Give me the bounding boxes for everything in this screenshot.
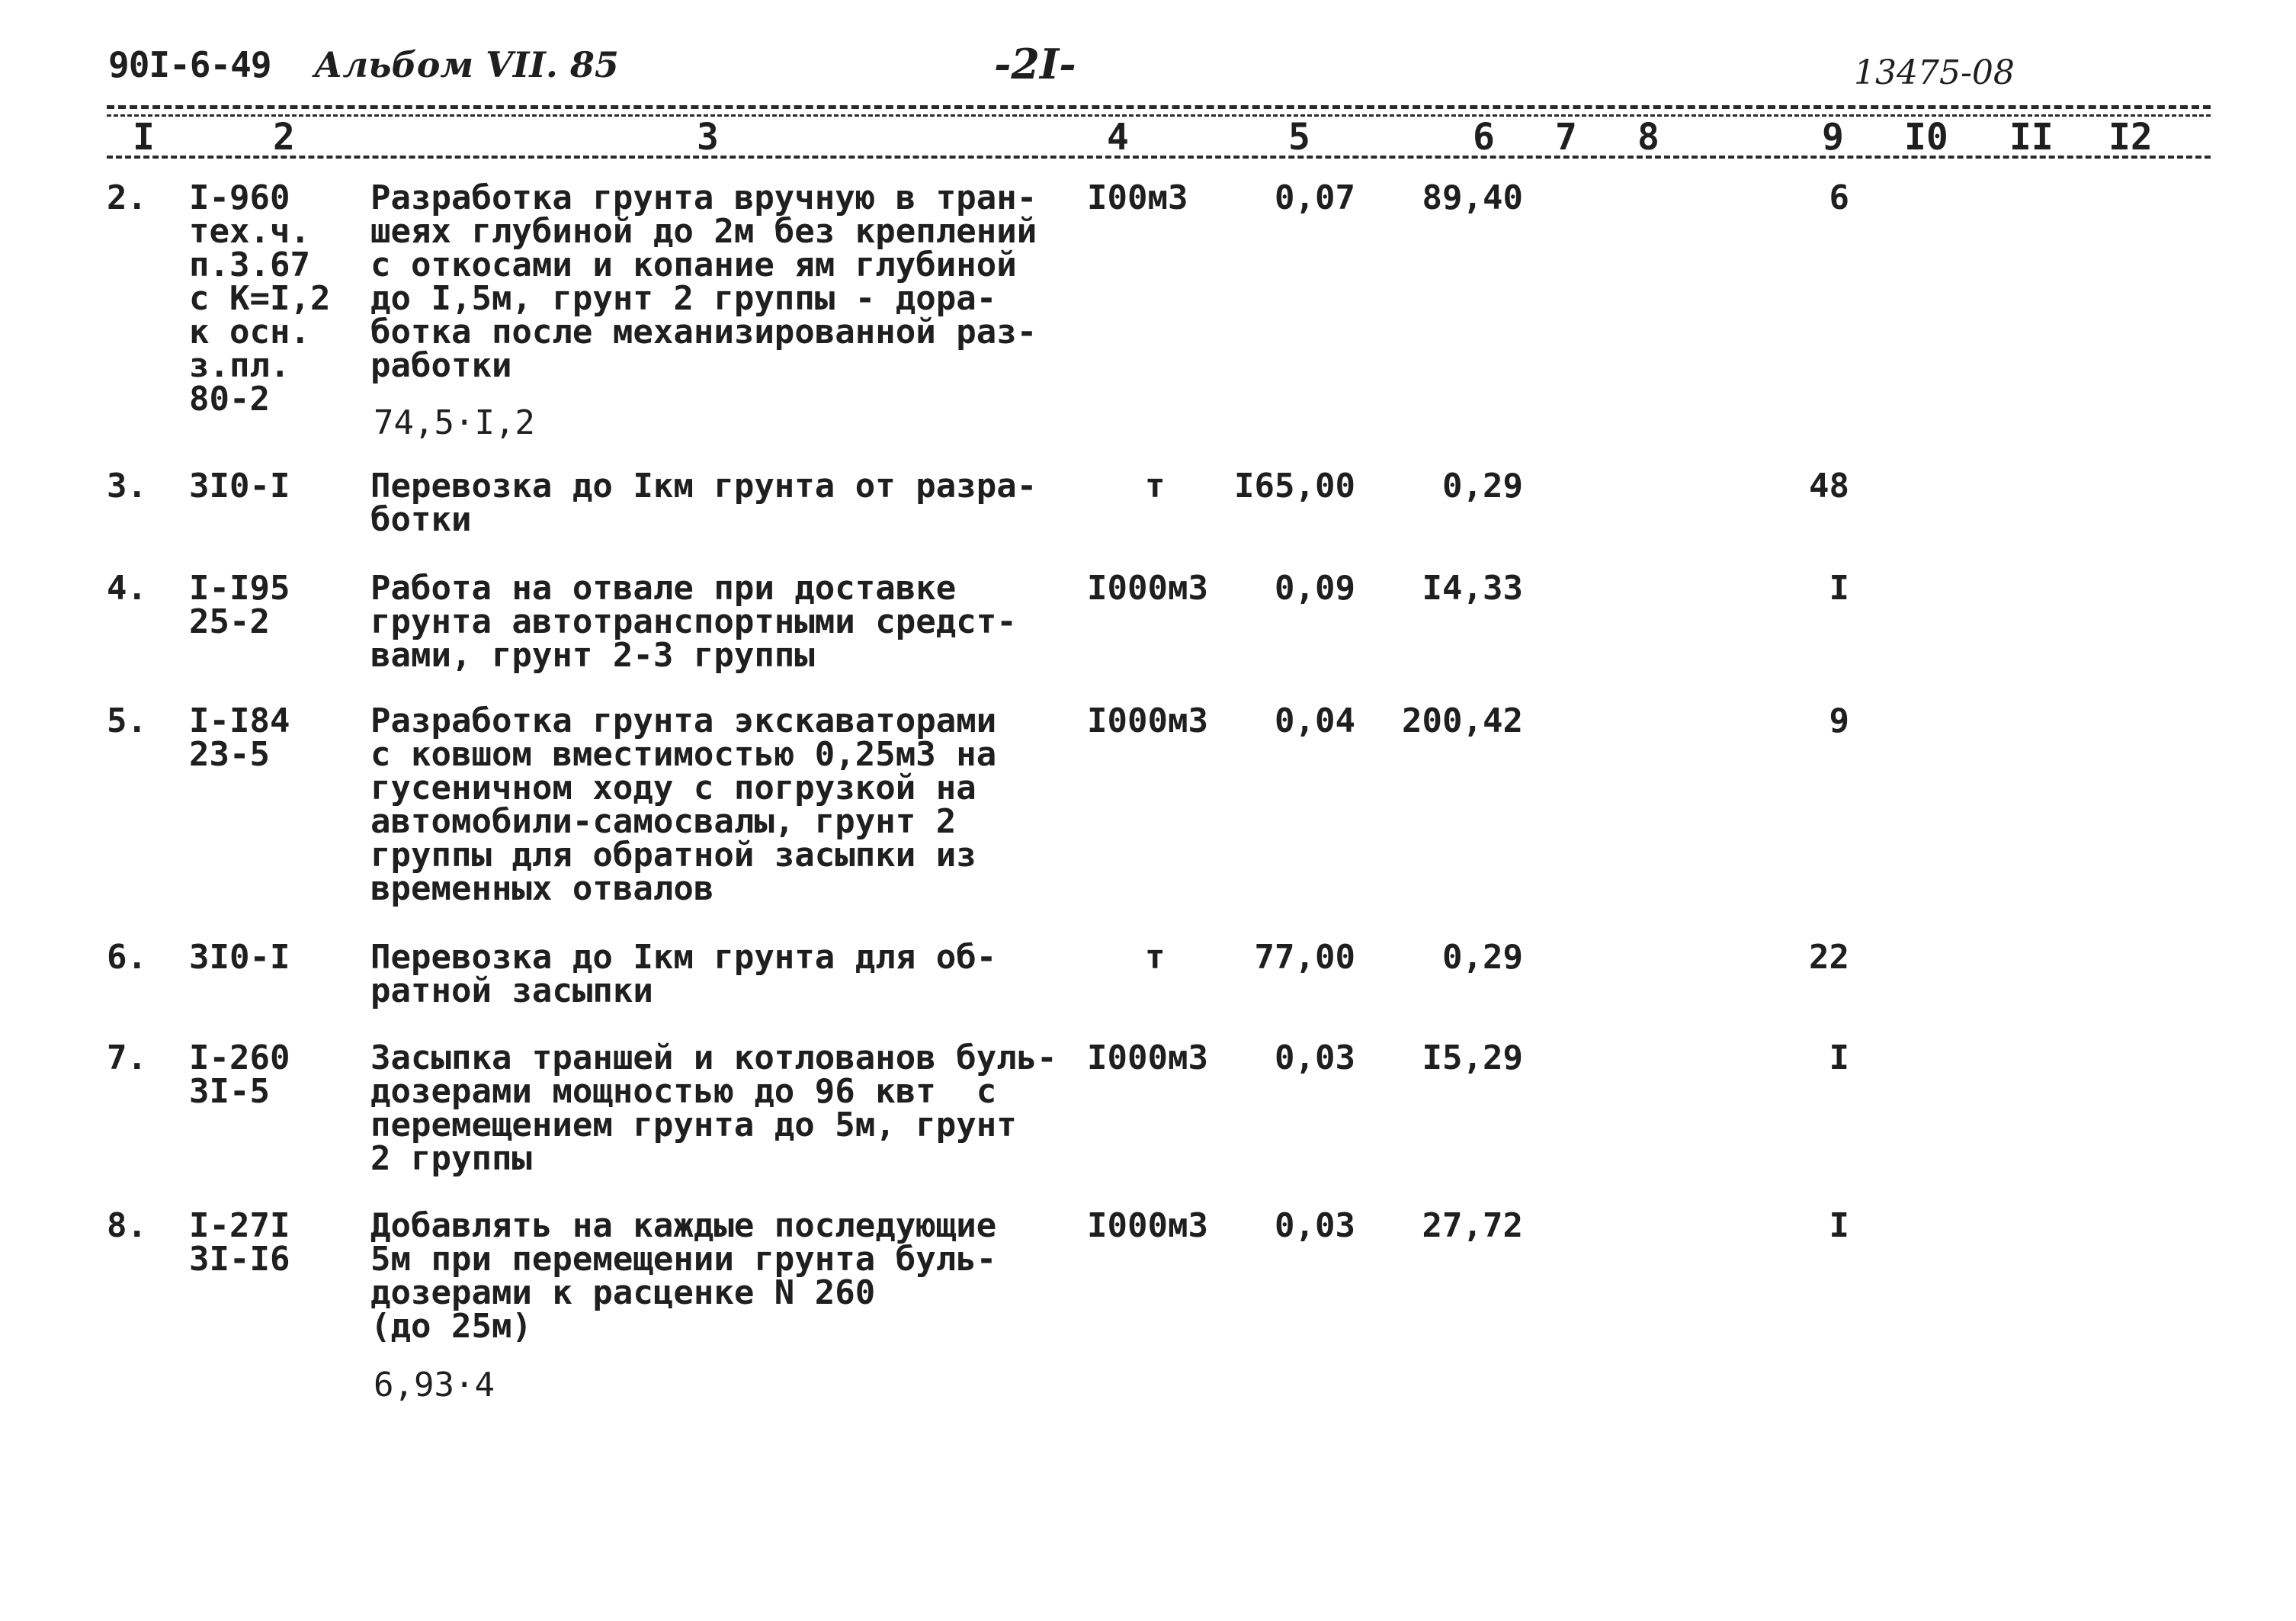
row-quantity: I65,00 [1234, 467, 1355, 506]
row-code: I-960 тех.ч. п.3.67 с К=I,2 к осн. з.пл. 80-2 [189, 178, 331, 419]
row-number: 2. [107, 178, 147, 217]
column-number: I0 [1904, 116, 1948, 159]
row-number: 6. [107, 938, 147, 977]
sheet-code: 13475-08 [1854, 53, 2015, 92]
row-code: I-260 3I-5 [189, 1038, 290, 1111]
column-number: 6 [1473, 116, 1495, 159]
row-unit: I000м3 [1087, 569, 1208, 608]
column-number: 7 [1555, 116, 1577, 159]
row-description: Засыпка траншей и котлованов буль- дозерами мощностью до 96 квт с перемещением грунта до 5м, грунт 2 группы [370, 1038, 1057, 1178]
row-price: I4,33 [1422, 569, 1523, 608]
row-description: Перевозка до Iкм грунта для об- ратной засыпки [370, 938, 997, 1010]
column-number: 4 [1107, 116, 1129, 159]
row-number: 4. [107, 569, 147, 608]
row-unit: т [1145, 938, 1166, 977]
row-unit: I000м3 [1087, 701, 1208, 740]
document-code: 90I-6-49 [108, 44, 271, 85]
row-total: I [1829, 569, 1849, 608]
page-number: -2I- [994, 40, 1076, 88]
row-total: 9 [1829, 701, 1849, 740]
column-number: 2 [273, 116, 295, 159]
row-quantity: 0,09 [1275, 569, 1355, 608]
row-unit: I000м3 [1087, 1038, 1208, 1077]
row-price: 0,29 [1442, 467, 1523, 506]
header-rule-top-2 [107, 114, 2211, 117]
row-quantity: 0,03 [1275, 1206, 1355, 1245]
header-rule-bottom [107, 156, 2211, 159]
album-label: Альбом VII. 85 [314, 44, 619, 85]
row-code: I-27I 3I-I6 [189, 1206, 290, 1279]
header-rule-top [107, 105, 2211, 109]
row-code: 3I0-I [189, 938, 290, 977]
row-quantity: 77,00 [1254, 938, 1355, 977]
row-total: 48 [1809, 467, 1849, 506]
row-description: Работа на отвале при доставке грунта автотранспортными средст- вами, грунт 2-3 группы [370, 569, 1017, 675]
row-price: 89,40 [1422, 178, 1523, 217]
row-code: I-I84 23-5 [189, 701, 290, 774]
row-description: Перевозка до Iкм грунта от разра- ботки [370, 467, 1037, 539]
row-total: 22 [1809, 938, 1849, 977]
column-number: 3 [697, 116, 719, 159]
row-unit: I000м3 [1087, 1206, 1208, 1245]
row-description: Добавлять на каждые последующие 5м при перемещении грунта буль- дозерами к расценке N 260 (до 25м) [370, 1206, 997, 1346]
row-number: 5. [107, 701, 147, 740]
row-calculation: 74,5·I,2 [374, 403, 535, 442]
column-number: I [133, 116, 155, 159]
column-number: 9 [1822, 116, 1844, 159]
row-price: 200,42 [1402, 701, 1523, 740]
row-number: 7. [107, 1038, 147, 1077]
row-price: I5,29 [1422, 1038, 1523, 1077]
row-description: Разработка грунта экскаваторами с ковшом вместимостью 0,25м3 на гусеничном ходу с погрузкой на автомобили-самосвалы, грунт 2 группы для обратной засыпки из временных отвалов [370, 701, 997, 908]
row-description: Разработка грунта вручную в тран- шеях глубиной до 2м без креплений с откосами и копание ям глубиной до I,5м, грунт 2 группы - дора- ботка после механизированной раз- работки [370, 178, 1037, 385]
row-price: 0,29 [1442, 938, 1523, 977]
row-price: 27,72 [1422, 1206, 1523, 1245]
row-unit: I00м3 [1087, 178, 1188, 217]
row-code: 3I0-I [189, 467, 290, 506]
row-quantity: 0,04 [1275, 701, 1355, 740]
row-quantity: 0,07 [1275, 178, 1355, 217]
row-calculation: 6,93·4 [374, 1366, 495, 1404]
row-total: 6 [1829, 178, 1849, 217]
row-unit: т [1145, 467, 1166, 506]
row-number: 8. [107, 1206, 147, 1245]
column-number: 5 [1288, 116, 1310, 159]
column-number: II [2009, 116, 2054, 159]
row-quantity: 0,03 [1275, 1038, 1355, 1077]
row-total: I [1829, 1038, 1849, 1077]
column-number: 8 [1637, 116, 1659, 159]
row-total: I [1829, 1206, 1849, 1245]
row-number: 3. [107, 467, 147, 506]
column-number: I2 [2108, 116, 2153, 159]
row-code: I-I95 25-2 [189, 569, 290, 641]
